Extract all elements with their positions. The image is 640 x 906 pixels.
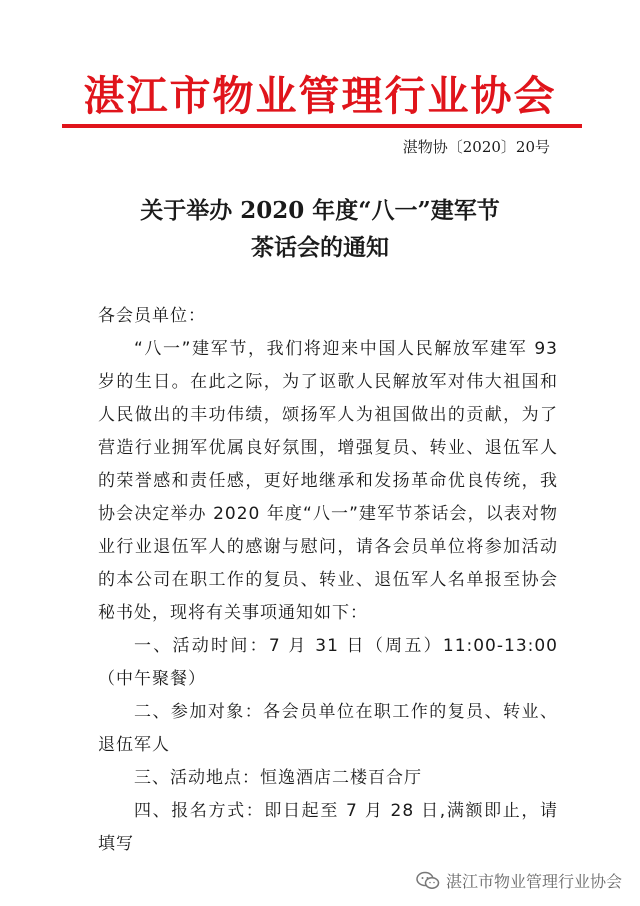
intro-paragraph: “八一”建军节，我们将迎来中国人民解放军建军 93 岁的生日。在此之际，为了讴歌人民解放军对伟大祖国和人民做出的丰功伟绩，颂扬军人为祖国做出的贡献，为了营造行业拥军优属良好氛围，增强复员、转业、退伍军人的荣誉感和责任感，更好地继承和发扬革命优良传统，我协会决定举办 2020 年度“八一”建军节茶话会，以表对物业行业退伍军人的感谢与慰问，请各会员单位将参加活动的本公司在职工作的复员、转业、退伍军人名单报至协会秘书处，现将有关事项通知如下： <box>98 339 558 623</box>
list-item: 二、参加对象：各会员单位在职工作的复员、转业、退伍军人 <box>98 702 558 755</box>
list-item: 四、报名方式：即日起至 7 月 28 日,满额即止，请填写 <box>98 801 558 854</box>
wechat-icon <box>416 871 440 891</box>
notice-title-line-1: 关于举办 2020 年度“八一”建军节 <box>140 197 500 224</box>
list-item: 一、活动时间：7 月 31 日（周五）11:00-13:00（中午聚餐） <box>98 636 558 689</box>
list-item: 三、活动地点：恒逸酒店二楼百合厅 <box>134 768 422 788</box>
wechat-watermark <box>416 869 622 892</box>
notice-title-line-2: 茶话会的通知 <box>251 234 389 261</box>
org-title: 湛江市物业管理行业协会 <box>83 72 557 120</box>
salutation: 各会员单位： <box>98 306 206 326</box>
header-red-rule <box>62 124 582 128</box>
notice-title <box>0 196 640 263</box>
watermark-text: 湛江市物业管理行业协会 <box>445 872 622 891</box>
document-number: 湛物协〔2020〕20号 <box>402 138 550 156</box>
notice-body <box>98 300 558 861</box>
